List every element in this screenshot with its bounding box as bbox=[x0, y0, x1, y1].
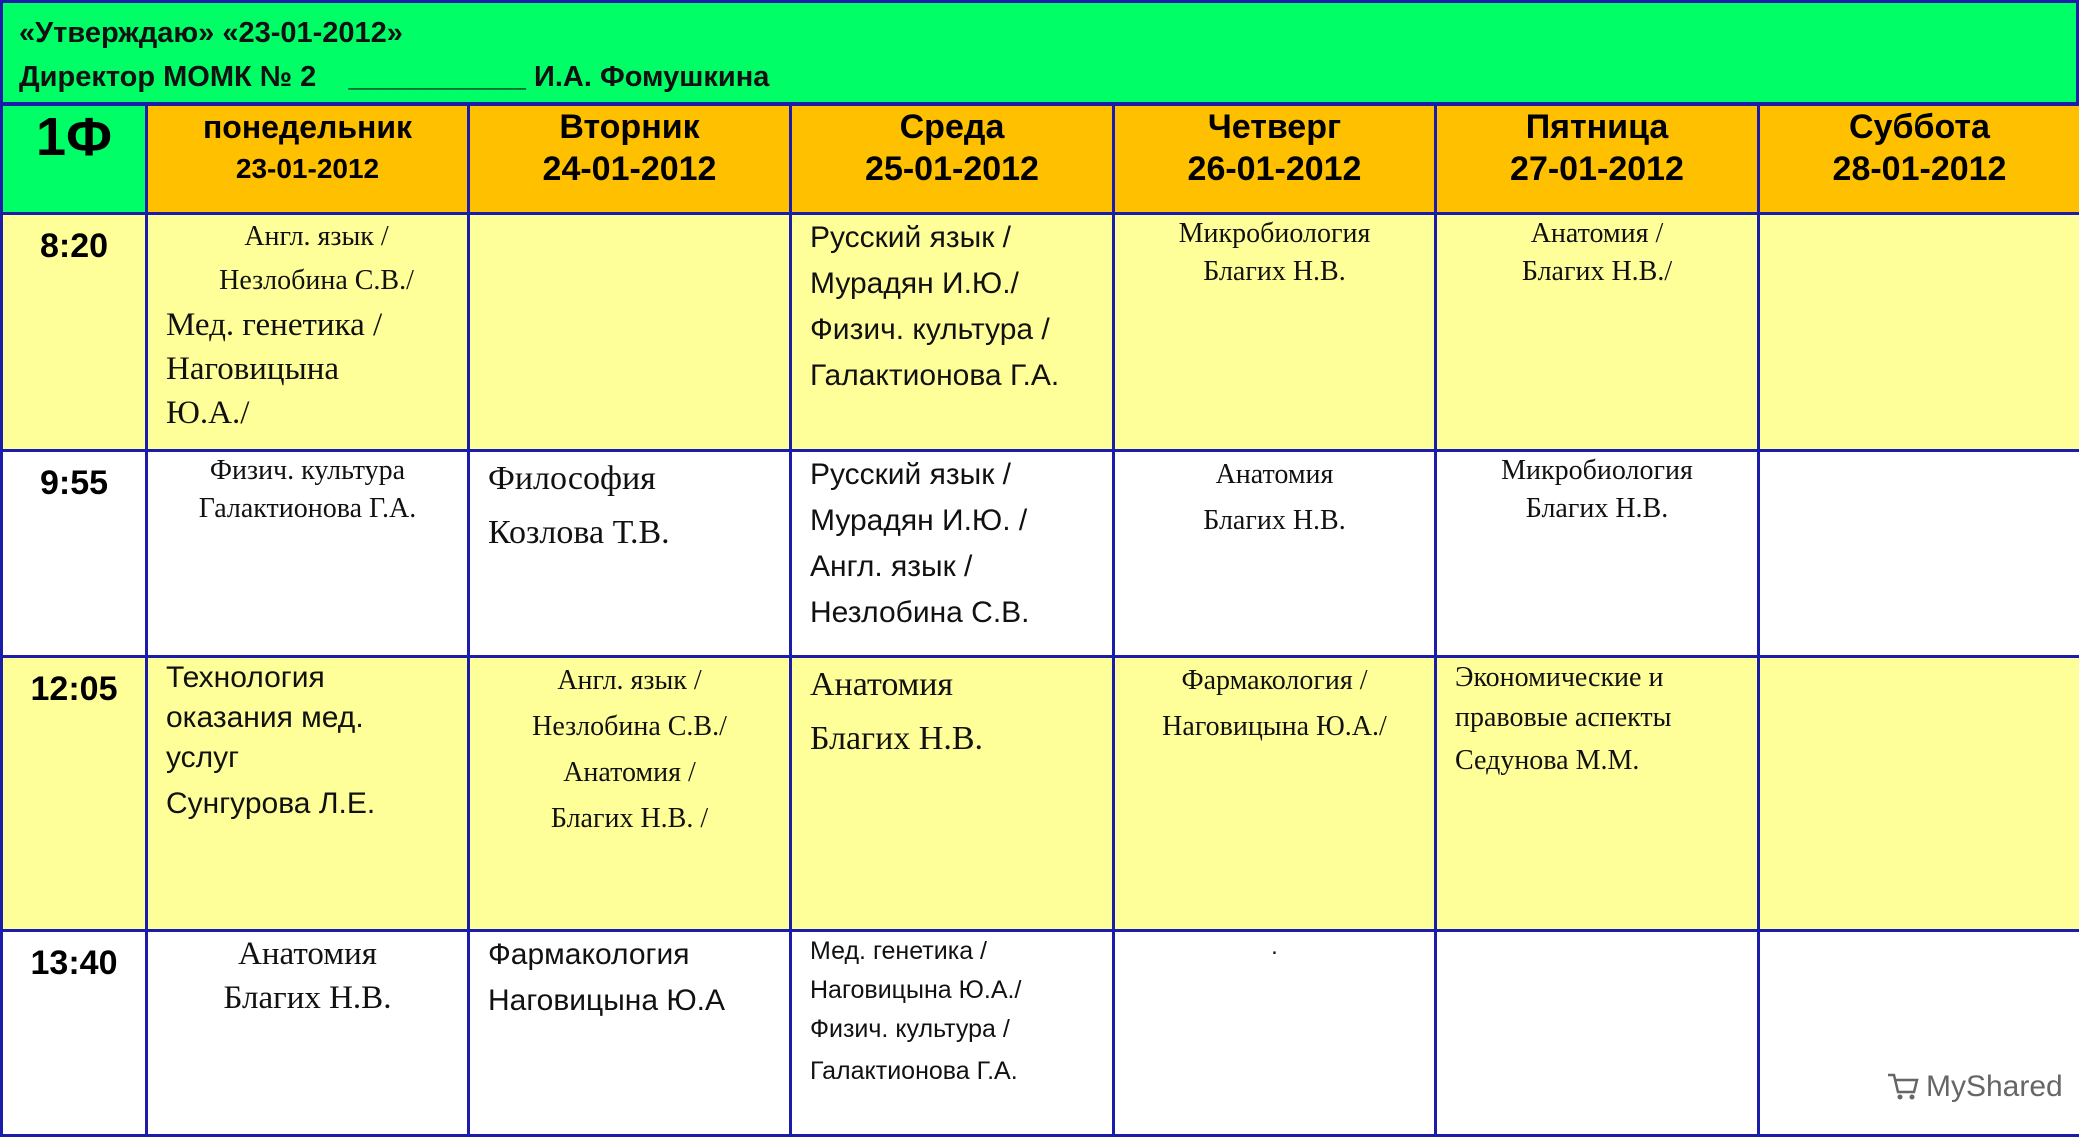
day-date: 28-01-2012 bbox=[1760, 148, 2079, 190]
day-name: Пятница bbox=[1437, 106, 1757, 148]
cell-line: Незлобина С.В./ bbox=[470, 704, 789, 750]
lesson-cell-empty bbox=[469, 214, 791, 451]
approval-header bbox=[0, 0, 2079, 105]
lesson-time: 8:20 bbox=[2, 214, 147, 451]
watermark bbox=[1886, 1070, 2063, 1104]
cell-line: Благих Н.В. bbox=[1437, 490, 1757, 528]
day-header-wednesday bbox=[791, 105, 1114, 214]
cell-line: Экономические и bbox=[1455, 658, 1757, 698]
lesson-cell bbox=[469, 451, 791, 657]
lesson-cell-empty bbox=[1759, 214, 2079, 451]
lesson-row-4 bbox=[2, 931, 2079, 1136]
cell-line: Благих Н.В. bbox=[810, 712, 1112, 766]
cell-line: Незлобина С.В./ bbox=[166, 259, 467, 303]
cell-line: Микробиология bbox=[1437, 452, 1757, 490]
lesson-row-3 bbox=[2, 657, 2079, 931]
cell-line: Анатомия bbox=[148, 932, 467, 976]
cell-line: Анатомия bbox=[1115, 452, 1434, 498]
cell-line: Благих Н.В. / bbox=[470, 796, 789, 842]
lesson-cell bbox=[1114, 931, 1436, 1136]
cell-line: правовые аспекты bbox=[1455, 698, 1757, 738]
cell-line: Фармакология / bbox=[1115, 658, 1434, 704]
schedule-table bbox=[0, 103, 2079, 1137]
day-date: 25-01-2012 bbox=[792, 148, 1112, 190]
cell-line: Англ. язык / bbox=[810, 544, 1112, 590]
cell-line: Благих Н.В./ bbox=[1437, 253, 1757, 291]
lesson-cell bbox=[1436, 214, 1759, 451]
cell-line: Мед. генетика / bbox=[810, 932, 1112, 971]
cell-line: Англ. язык / bbox=[166, 215, 467, 259]
lesson-row-2 bbox=[2, 451, 2079, 657]
cell-line: оказания мед. bbox=[166, 698, 467, 738]
cell-line: . bbox=[1115, 932, 1434, 962]
lesson-cell bbox=[791, 451, 1114, 657]
cell-line: Сунгурова Л.Е. bbox=[166, 782, 467, 826]
cell-line: Галактионова Г.А. bbox=[810, 353, 1112, 399]
days-header-row bbox=[2, 105, 2079, 214]
cell-line: Наговицына Ю.А bbox=[488, 978, 789, 1024]
lesson-cell bbox=[147, 931, 469, 1136]
lesson-cell-empty bbox=[1759, 657, 2079, 931]
cell-line: Русский язык / bbox=[810, 452, 1112, 498]
shopping-cart-icon bbox=[1886, 1072, 1920, 1102]
lesson-cell bbox=[1114, 214, 1436, 451]
day-header-saturday bbox=[1759, 105, 2079, 214]
director-line: Директор МОМК № 2 ___________ И.А. Фомушкина bbox=[19, 61, 769, 94]
lesson-cell-empty bbox=[1759, 931, 2079, 1136]
watermark-text: MyShared bbox=[1926, 1070, 2063, 1104]
cell-line: Мед. генетика / bbox=[166, 303, 467, 347]
cell-line: Физич. культура / bbox=[810, 1010, 1112, 1049]
lesson-cell bbox=[1114, 657, 1436, 931]
cell-line: Русский язык / bbox=[810, 215, 1112, 261]
cell-line: Мурадян И.Ю. / bbox=[810, 498, 1112, 544]
cell-line: Микробиология bbox=[1115, 215, 1434, 253]
cell-line: Благих Н.В. bbox=[1115, 498, 1434, 544]
cell-line: Анатомия / bbox=[470, 750, 789, 796]
cell-line: Незлобина С.В. bbox=[810, 590, 1112, 636]
lesson-cell bbox=[147, 657, 469, 931]
lesson-time: 13:40 bbox=[2, 931, 147, 1136]
cell-line: Физич. культура / bbox=[810, 307, 1112, 353]
lesson-cell bbox=[791, 657, 1114, 931]
lesson-time: 12:05 bbox=[2, 657, 147, 931]
lesson-time: 9:55 bbox=[2, 451, 147, 657]
day-header-thursday bbox=[1114, 105, 1436, 214]
lesson-cell bbox=[469, 931, 791, 1136]
cell-line: Благих Н.В. bbox=[148, 976, 467, 1020]
day-name: Суббота bbox=[1760, 106, 2079, 148]
cell-line: Галактионова Г.А. bbox=[810, 1049, 1112, 1093]
lesson-cell-empty bbox=[1759, 451, 2079, 657]
cell-line: Технология bbox=[166, 658, 467, 698]
day-name: Среда bbox=[792, 106, 1112, 148]
day-header-tuesday bbox=[469, 105, 791, 214]
cell-line: Наговицына bbox=[166, 347, 467, 391]
cell-line: Англ. язык / bbox=[470, 658, 789, 704]
group-label: 1Ф bbox=[2, 105, 147, 214]
lesson-cell bbox=[1436, 451, 1759, 657]
cell-line: Благих Н.В. bbox=[1115, 253, 1434, 291]
day-name: Четверг bbox=[1115, 106, 1434, 148]
cell-line: Наговицына Ю.А./ bbox=[810, 971, 1112, 1010]
cell-line: Фармакология bbox=[488, 932, 789, 978]
cell-line: Анатомия / bbox=[1437, 215, 1757, 253]
day-date: 27-01-2012 bbox=[1437, 148, 1757, 190]
lesson-cell bbox=[1436, 657, 1759, 931]
lesson-cell bbox=[147, 451, 469, 657]
lesson-row-1 bbox=[2, 214, 2079, 451]
day-name: понедельник bbox=[148, 106, 467, 148]
lesson-cell bbox=[1114, 451, 1436, 657]
cell-line: Мурадян И.Ю./ bbox=[810, 261, 1112, 307]
cell-line: Философия bbox=[488, 452, 789, 506]
lesson-cell bbox=[469, 657, 791, 931]
cell-line: Галактионова Г.А. bbox=[148, 490, 467, 528]
cell-line: Седунова М.М. bbox=[1455, 738, 1757, 784]
day-name: Вторник bbox=[470, 106, 789, 148]
day-date: 26-01-2012 bbox=[1115, 148, 1434, 190]
day-header-friday bbox=[1436, 105, 1759, 214]
cell-line: Физич. культура bbox=[148, 452, 467, 490]
lesson-cell-empty bbox=[1436, 931, 1759, 1136]
cell-line: услуг bbox=[166, 738, 467, 778]
cell-line: Козлова Т.В. bbox=[488, 506, 789, 560]
lesson-cell bbox=[791, 214, 1114, 451]
day-date: 24-01-2012 bbox=[470, 148, 789, 190]
cell-line: Анатомия bbox=[810, 658, 1112, 712]
day-header-monday bbox=[147, 105, 469, 214]
day-date: 23-01-2012 bbox=[148, 148, 467, 190]
cell-line: Наговицына Ю.А./ bbox=[1115, 704, 1434, 750]
lesson-cell bbox=[147, 214, 469, 451]
lesson-cell bbox=[791, 931, 1114, 1136]
cell-line: Ю.А./ bbox=[166, 391, 467, 435]
approval-line: «Утверждаю» «23-01-2012» bbox=[19, 17, 403, 50]
